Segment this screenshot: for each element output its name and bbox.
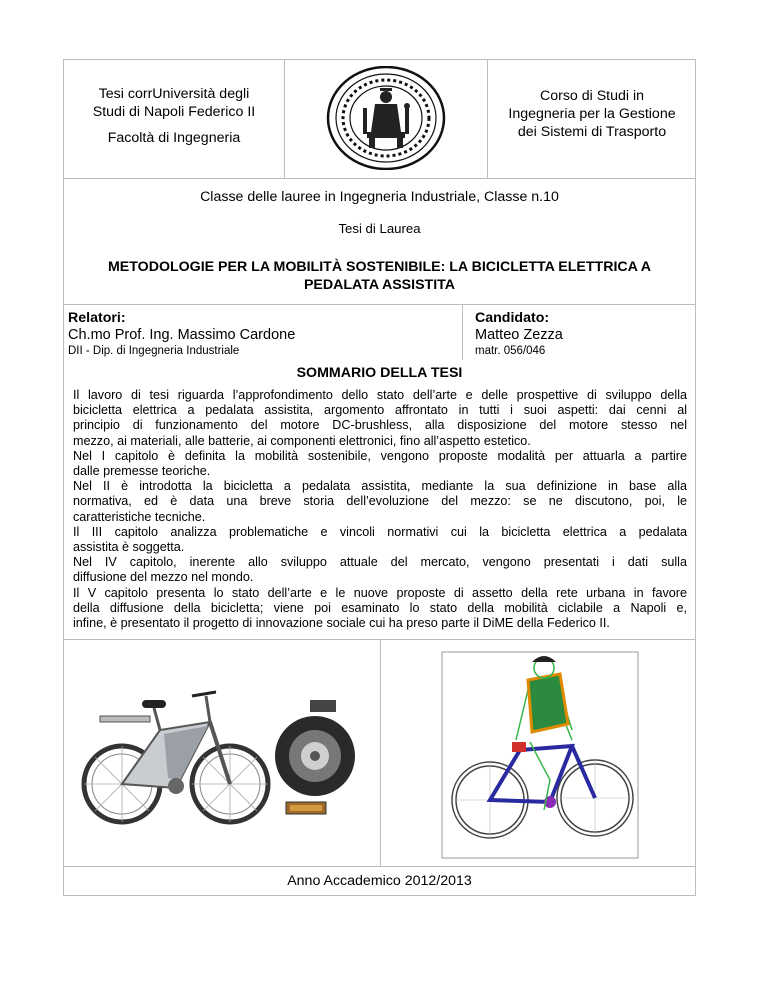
divider xyxy=(462,304,463,360)
summary-line: caratteristiche tecniche. xyxy=(73,509,206,524)
cyclist-drawing xyxy=(440,650,640,860)
summary-text xyxy=(73,388,687,631)
bicycle-and-motor-photo xyxy=(80,660,370,850)
divider xyxy=(487,59,488,178)
degree-class: Classe delle lauree in Ingegneria Industriale, Classe n.10 xyxy=(200,189,559,205)
thesis-label: Tesi di Laurea xyxy=(338,221,421,236)
summary-line: dalle premesse teoriche. xyxy=(73,464,211,479)
summary-line: assistita è soggetta. xyxy=(73,540,185,555)
summary-line: Nel I capitolo è definita la mobilità sostenibile, vengono proposte modalità per attuarla a partire xyxy=(73,448,687,463)
summary-line: Il V capitolo presenta lo stato dell’arte e le nuove proposte di assetto della rete urbana in favore xyxy=(73,585,687,600)
divider xyxy=(380,639,381,866)
academic-year: Anno Accademico 2012/2013 xyxy=(287,873,472,889)
divider xyxy=(63,178,696,179)
supervisor-department: DII - Dip. di Ingegneria Industriale xyxy=(68,345,240,357)
summary-line: Il lavoro di tesi riguarda l’approfondimento dello stato dell’arte e delle prospettive di sviluppo della xyxy=(73,388,687,402)
candidate-label: Candidato: xyxy=(475,310,550,326)
supervisors-label: Relatori: xyxy=(68,310,126,326)
summary-line: Nel IV capitolo, inerente allo sviluppo attuale del mercato, vengono presentati i dati sulla xyxy=(73,555,687,570)
supervisor-name: Ch.mo Prof. Ing. Massimo Cardone xyxy=(68,327,296,343)
summary-title: SOMMARIO DELLA TESI xyxy=(296,365,463,381)
university-name: Tesi corrUniversità degli Studi di Napoli Federico II xyxy=(92,86,256,120)
summary-line: mezzo, ai materiali, alle batterie, ai componenti elettronici, fino all’aspetto estetico. xyxy=(73,433,531,448)
summary-line: della diffusione della bicicletta; viene poi esaminato lo stato della mobilità ciclabile a Napoli e, xyxy=(73,600,687,615)
thesis-title: METODOLOGIE PER LA MOBILITÀ SOSTENIBILE: LA BICICLETTA ELETTRICA A PEDALATA ASSISTITA xyxy=(107,259,652,293)
summary-line: Il III capitolo analizza problematiche e vincoli normativi cui la bicicletta elettrica a pedalata xyxy=(73,524,687,539)
divider xyxy=(63,304,696,305)
summary-line: infine, è presentato il progetto di innovazione sociale cui ha preso parte il DiME della Federico II. xyxy=(73,616,610,631)
summary-line: normativa, ed è data una breve storia dell’evoluzione del mezzo: se ne discutono, poi, le xyxy=(73,494,687,509)
summary-line: diffusione del mezzo nel mondo. xyxy=(73,570,254,585)
summary-line: Nel II è introdotta la bicicletta a pedalata assistita, mediante la sua definizione in base alla xyxy=(73,479,687,494)
divider xyxy=(63,866,696,867)
candidate-matriculation: matr. 056/046 xyxy=(475,345,546,357)
divider xyxy=(284,59,285,178)
university-seal xyxy=(323,66,449,170)
faculty-name: Facoltà di Ingegneria xyxy=(107,130,241,146)
course-name: Corso di Studi in Ingegneria per la Gestione dei Sistemi di Trasporto xyxy=(508,88,676,140)
candidate-name: Matteo Zezza xyxy=(475,327,563,343)
summary-line: principio di funzionamento del motore DC-brushless, alla disposizione del motore stesso nel xyxy=(73,418,687,433)
summary-line: bicicletta elettrica a pedalata assistita, argomento affrontato in tutti i suoi aspetti: dai cenni al xyxy=(73,403,687,418)
